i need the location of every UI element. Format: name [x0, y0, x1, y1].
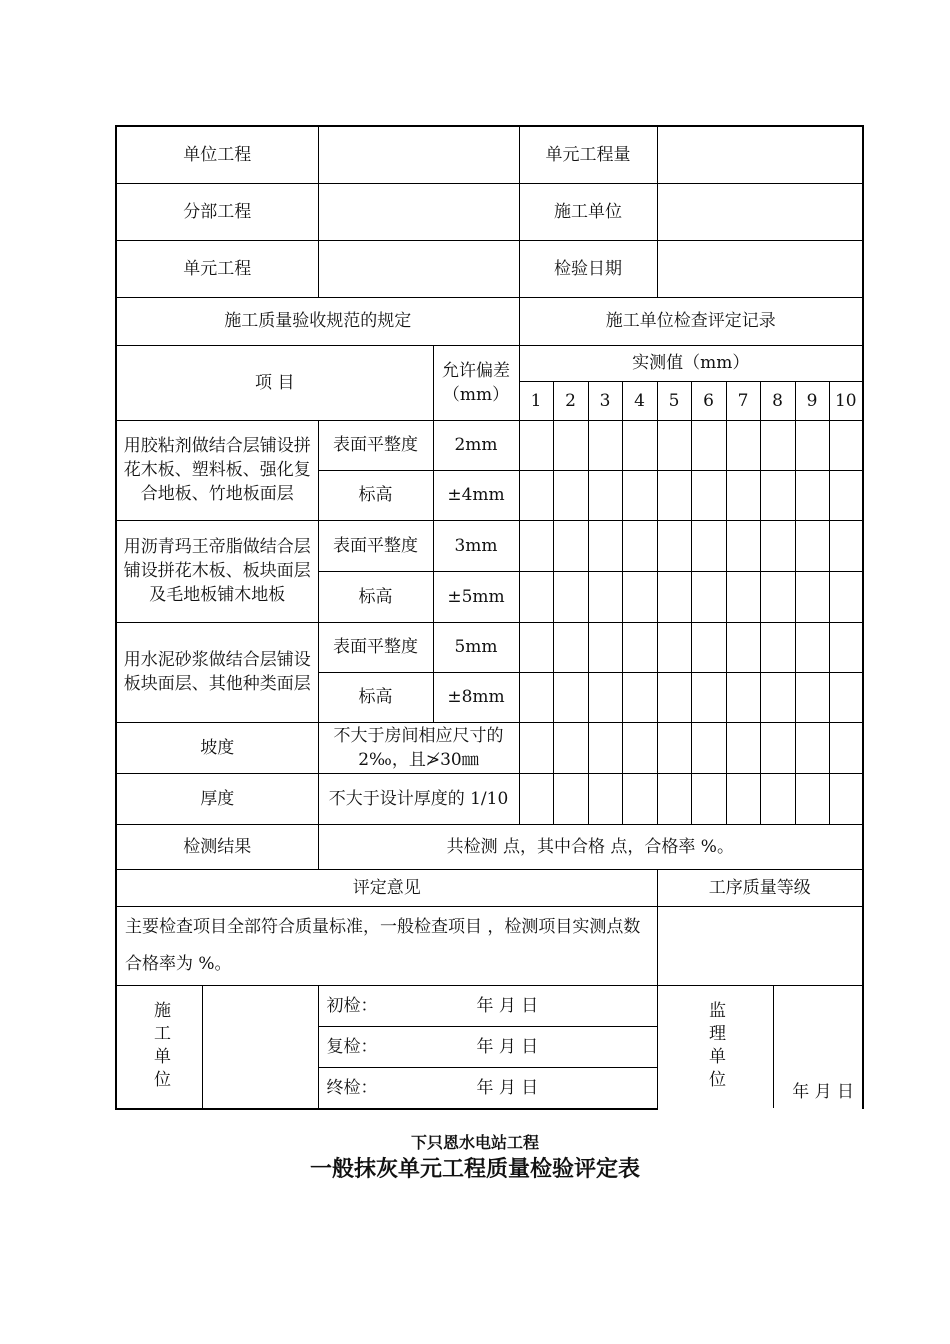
table-row: [116, 520, 863, 571]
measure-cell[interactable]: [622, 420, 657, 470]
row-item: 表面平整度: [318, 622, 433, 672]
measure-cell[interactable]: [588, 622, 622, 672]
measure-col-7: 7: [726, 381, 760, 420]
group-name: 用水泥砂浆做结合层铺设板块面层、其他种类面层: [116, 622, 318, 722]
measure-cell[interactable]: [795, 571, 829, 622]
table-row: [116, 622, 863, 672]
measure-cell[interactable]: [726, 773, 760, 824]
measure-cell[interactable]: [657, 672, 691, 722]
row-item: 标高: [318, 571, 433, 622]
measure-cell[interactable]: [795, 622, 829, 672]
measured-header: 实测值（mm）: [519, 345, 863, 381]
measure-col-1: 1: [519, 381, 553, 420]
measure-col-5: 5: [657, 381, 691, 420]
label-element-project: 单元工程: [116, 240, 318, 297]
measure-cell[interactable]: [519, 773, 553, 824]
measure-cell[interactable]: [691, 520, 726, 571]
measure-cell[interactable]: [519, 622, 553, 672]
measure-cell[interactable]: [829, 722, 863, 773]
measure-cell[interactable]: [657, 622, 691, 672]
measure-cell[interactable]: [553, 722, 588, 773]
first-check-date: 年 月 日: [476, 995, 539, 1016]
tolerance-header: 允许偏差（mm）: [433, 345, 519, 420]
group-name: 用胶粘剂做结合层铺设拼花木板、塑料板、强化复合地板、竹地板面层: [116, 420, 318, 520]
value-element-project[interactable]: [318, 240, 519, 297]
measure-cell[interactable]: [726, 571, 760, 622]
spec-left-title: 施工质量验收规范的规定: [116, 297, 519, 345]
measure-cell[interactable]: [588, 571, 622, 622]
measure-col-10: 10: [829, 381, 863, 420]
measure-cell[interactable]: [657, 773, 691, 824]
measure-cell[interactable]: [519, 672, 553, 722]
opinion-text[interactable]: 主要检查项目全部符合质量标准，一般检查项目 ，检测项目实测点数合格率为 %。: [116, 906, 657, 985]
grade-label: 工序质量等级: [657, 869, 863, 906]
measure-cell[interactable]: [553, 520, 588, 571]
measure-cell[interactable]: [588, 520, 622, 571]
measure-cell[interactable]: [657, 520, 691, 571]
label-unit-element-quantity: 单元工程量: [519, 126, 657, 183]
final-check-row[interactable]: [319, 1068, 657, 1108]
group-name: 用沥青玛王帝脂做结合层铺设拼花木板、板块面层及毛地板铺木地板: [116, 520, 318, 622]
thickness-tolerance: 不大于设计厚度的 1/10: [318, 773, 519, 824]
slope-tolerance: 不大于房间相应尺寸的 2‰，且≯30㎜: [318, 722, 519, 773]
measure-cell[interactable]: [553, 470, 588, 520]
table-row: [116, 722, 863, 773]
value-sub-project[interactable]: [318, 183, 519, 240]
measure-cell[interactable]: [657, 470, 691, 520]
value-construction-unit[interactable]: [657, 183, 863, 240]
measure-cell[interactable]: [829, 470, 863, 520]
row-item: 表面平整度: [318, 520, 433, 571]
label-construction-unit: 施工单位: [519, 183, 657, 240]
item-header: 项 目: [116, 345, 433, 420]
measure-col-2: 2: [553, 381, 588, 420]
measure-cell[interactable]: [795, 420, 829, 470]
measure-cell[interactable]: [588, 420, 622, 470]
measure-cell[interactable]: [588, 773, 622, 824]
measure-cell[interactable]: [622, 722, 657, 773]
measure-cell[interactable]: [553, 571, 588, 622]
measure-cell[interactable]: [726, 672, 760, 722]
measure-cell[interactable]: [691, 622, 726, 672]
thickness-label: 厚度: [116, 773, 318, 824]
measure-cell[interactable]: [553, 622, 588, 672]
label-sub-project: 分部工程: [116, 183, 318, 240]
supervision-signoff: [657, 985, 863, 1109]
row-tolerance: ±5mm: [433, 571, 519, 622]
row-item: 表面平整度: [318, 420, 433, 470]
measure-cell[interactable]: [622, 470, 657, 520]
project-name: 下只恩水电站工程: [410, 1133, 539, 1152]
measure-cell[interactable]: [760, 672, 795, 722]
measure-cell[interactable]: [795, 722, 829, 773]
grade-value[interactable]: [657, 906, 863, 985]
measure-cell[interactable]: [588, 722, 622, 773]
measure-cell[interactable]: [760, 520, 795, 571]
opinion-label: 评定意见: [116, 869, 657, 906]
measure-cell[interactable]: [726, 470, 760, 520]
measure-cell[interactable]: [691, 773, 726, 824]
measure-cell[interactable]: [622, 672, 657, 722]
measure-cell[interactable]: [553, 672, 588, 722]
measure-cell[interactable]: [829, 622, 863, 672]
measure-cell[interactable]: [829, 672, 863, 722]
construction-unit-vertical: [116, 985, 318, 1109]
measure-cell[interactable]: [622, 773, 657, 824]
row-tolerance: ±4mm: [433, 470, 519, 520]
measure-cell[interactable]: [829, 773, 863, 824]
measure-cell[interactable]: [760, 722, 795, 773]
measure-cell[interactable]: [691, 420, 726, 470]
measure-cell[interactable]: [760, 420, 795, 470]
label-inspection-date: 检验日期: [519, 240, 657, 297]
slope-label: 坡度: [116, 722, 318, 773]
measure-cell[interactable]: [588, 470, 622, 520]
final-check-date: 年 月 日: [476, 1077, 539, 1098]
first-check-row[interactable]: [319, 986, 657, 1027]
measure-cell[interactable]: [726, 622, 760, 672]
construction-unit-label: 施工单位: [150, 1000, 170, 1093]
measure-cell[interactable]: [726, 420, 760, 470]
row-item: 标高: [318, 672, 433, 722]
label-unit-project: 单位工程: [116, 126, 318, 183]
measure-cell[interactable]: [622, 571, 657, 622]
measure-cell[interactable]: [519, 520, 553, 571]
measure-col-9: 9: [795, 381, 829, 420]
final-check-label: 终检：: [326, 1077, 378, 1098]
row-tolerance: 3mm: [433, 520, 519, 571]
measure-cell[interactable]: [795, 470, 829, 520]
value-unit-project[interactable]: [318, 126, 519, 183]
measure-cell[interactable]: [795, 520, 829, 571]
result-label: 检测结果: [116, 824, 318, 869]
measure-cell[interactable]: [657, 722, 691, 773]
measure-cell[interactable]: [519, 571, 553, 622]
measure-cell[interactable]: [657, 420, 691, 470]
measure-cell[interactable]: [622, 520, 657, 571]
measure-cell[interactable]: [691, 571, 726, 622]
first-check-label: 初检：: [326, 995, 378, 1016]
measure-cell[interactable]: [519, 722, 553, 773]
result-text: 共检测 点，其中合格 点，合格率 %。: [318, 824, 863, 869]
measure-cell[interactable]: [691, 672, 726, 722]
measure-cell[interactable]: [622, 622, 657, 672]
measure-cell[interactable]: [795, 773, 829, 824]
value-inspection-date[interactable]: [657, 240, 863, 297]
measure-col-6: 6: [691, 381, 726, 420]
measure-cell[interactable]: [760, 470, 795, 520]
measure-cell[interactable]: [519, 470, 553, 520]
inspection-table: [115, 125, 864, 1110]
measure-cell[interactable]: [795, 672, 829, 722]
row-tolerance: 5mm: [433, 622, 519, 672]
measure-cell[interactable]: [829, 420, 863, 470]
measure-cell[interactable]: [588, 672, 622, 722]
measure-cell[interactable]: [760, 622, 795, 672]
recheck-date: 年 月 日: [476, 1036, 539, 1057]
measure-cell[interactable]: [760, 571, 795, 622]
measure-cell[interactable]: [519, 420, 553, 470]
row-tolerance: 2mm: [433, 420, 519, 470]
measure-cell[interactable]: [760, 773, 795, 824]
recheck-label: 复检：: [326, 1036, 378, 1057]
quality-form: [115, 125, 862, 1110]
value-unit-element-quantity[interactable]: [657, 126, 863, 183]
table-row: [116, 420, 863, 470]
measure-cell[interactable]: [829, 520, 863, 571]
measure-col-8: 8: [760, 381, 795, 420]
measure-cell[interactable]: [553, 420, 588, 470]
measure-cell[interactable]: [691, 722, 726, 773]
table-row: [116, 773, 863, 824]
construction-signoff: [318, 985, 657, 1109]
measure-col-3: 3: [588, 381, 622, 420]
form-title: 一般抹灰单元工程质量检验评定表: [309, 1157, 640, 1182]
measure-cell[interactable]: [726, 722, 760, 773]
spec-right-title: 施工单位检查评定记录: [519, 297, 863, 345]
measure-cell[interactable]: [829, 571, 863, 622]
row-tolerance: ±8mm: [433, 672, 519, 722]
measure-col-4: 4: [622, 381, 657, 420]
recheck-row[interactable]: [319, 1027, 657, 1068]
measure-cell[interactable]: [726, 520, 760, 571]
measure-cell[interactable]: [553, 773, 588, 824]
measure-cell[interactable]: [657, 571, 691, 622]
measure-cell[interactable]: [691, 470, 726, 520]
supervision-date[interactable]: 年 月 日: [792, 1082, 855, 1102]
supervision-unit-label: 监理单位: [705, 1001, 725, 1093]
row-item: 标高: [318, 470, 433, 520]
